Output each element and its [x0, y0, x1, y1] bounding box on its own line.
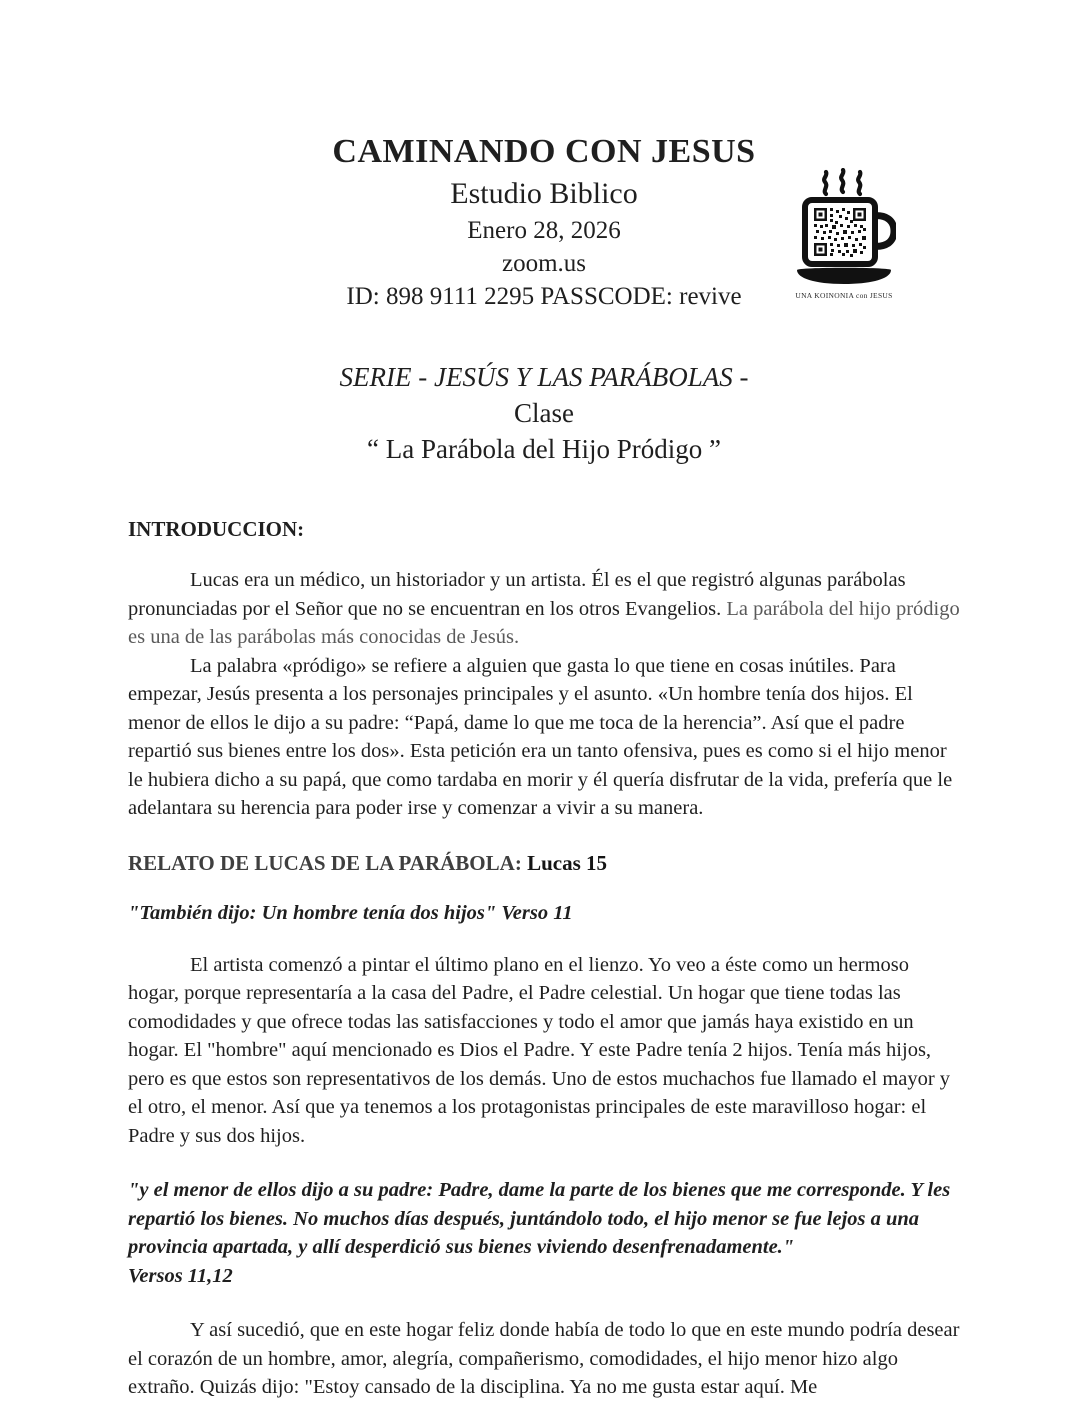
series-block	[0, 359, 1088, 467]
intro-paragraph-2: La palabra «pródigo» se refiere a alguien que gasta lo que tiene en cosas inútiles. Para empezar, Jesús presenta a los personajes principales y el asunto. «Un hombre tenía dos hijos. El menor de ellos le dijo a su padre: “Papá, dame lo que me toca de la herencia”. Así que el padre repartió sus bienes entre los dos». Esta petición era un tanto ofensiva, pues es como si el hijo menor le hubiera dicho a su papá, que como tardaba en morir y él quería disfrutar de la vida, prefería que le adelantara su herencia para poder irse y comenzar a vivir a su manera.	[128, 654, 953, 819]
relato-heading-reference: Lucas 15	[527, 850, 607, 875]
document-date: Enero 28, 2026	[467, 217, 621, 244]
scripture-quote-text: "y el menor de ellos dijo a su padre: Padre, dame la parte de los bienes que me corresponde. Y les repartió los bienes. No muchos días después, juntándolo todo, el hijo menor se fue lejos a una provincia apartada, y allí desperdició sus bienes viviendo desenfrenadamente."	[128, 1179, 951, 1258]
series-class-label: Clase	[514, 398, 574, 428]
relato-heading-label: RELATO DE LUCAS DE LA PARÁBOLA:	[128, 850, 528, 875]
document-body	[0, 517, 1088, 1402]
intro-paragraph-1-muted: La parábola del hijo pródigo es una de las parábolas más conocidas de Jesús.	[128, 597, 960, 648]
body-paragraph-3: El artista comenzó a pintar el último plano en el lienzo. Yo veo a éste como un hermoso hogar, porque representaría a la casa del Padre, el Padre celestial. Un hogar que tiene todas las comodidades y que ofrece todas las satisfacciones y todo el amor que jamás haya existido en un hogar. El "hombre" aquí mencionado es Dios el Padre. Y este Padre tenía 2 hijos. Tenía más hijos, pero es que estos son representativos de los demás. Uno de estos muchachos fue llamado el mayor y el otro, el menor. Así que ya tenemos a los protagonistas principales de este maravilloso hogar: el Padre y sus dos hijos.	[128, 953, 951, 1147]
relato-heading	[128, 851, 960, 876]
document-subtitle: Estudio Biblico	[450, 177, 638, 210]
intro-paragraph-1	[128, 566, 960, 652]
document-header	[0, 0, 1088, 313]
document-title: CAMINANDO CON JESUS	[332, 133, 756, 170]
meeting-id-passcode: ID: 898 9111 2295 PASSCODE: revive	[346, 283, 742, 310]
scripture-quote-reference: Versos 11,12	[128, 1264, 233, 1287]
coffee-cup-qr-icon	[790, 168, 898, 290]
parable-title: “ La Parábola del Hijo Pródigo ”	[367, 434, 721, 464]
scripture-quote-versos-11-12	[128, 1176, 960, 1290]
intro-paragraph-1-main: Lucas era un médico, un historiador y un artista. Él es el que registró algunas parábolas pronunciadas por el Señor que no se encuentran en los otros Evangelios.	[128, 569, 906, 620]
intro-heading: INTRODUCCION:	[128, 517, 305, 541]
series-title: SERIE - JESÚS Y LAS PARÁBOLAS -	[339, 362, 749, 392]
ministry-logo	[790, 168, 898, 300]
verse-heading-verso-11: "También dijo: Un hombre tenía dos hijos" Verso 11	[128, 901, 573, 924]
meeting-site: zoom.us	[501, 250, 587, 277]
logo-caption: UNA KOINONIA con JESUS	[795, 291, 893, 300]
body-paragraph-4: Y así sucedió, que en este hogar feliz donde había de todo lo que en este mundo podría desear el corazón de un hombre, amor, alegría, compañerismo, comodidades, el hijo menor hizo algo extraño. Quizás dijo: "Estoy cansado de la disciplina. Ya no me gusta estar aquí. Me	[128, 1319, 960, 1398]
